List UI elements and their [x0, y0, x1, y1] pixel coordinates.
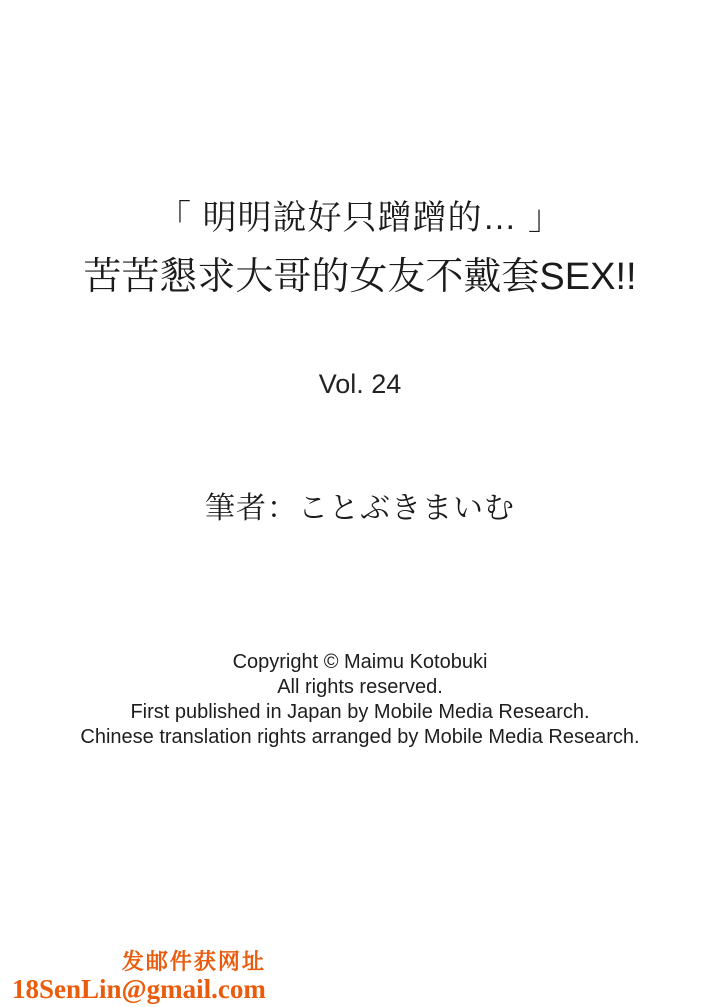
watermark: [12, 949, 266, 1003]
watermark-text: 发邮件获网址: [121, 949, 266, 975]
copyright-line: Chinese translation rights arranged by Mobile Media Research.: [80, 726, 640, 748]
title-line-2: 苦苦懇求大哥的女友不戴套SEX!!: [83, 255, 637, 298]
title-line-1: 「 明明說好只蹭蹭的… 」: [157, 199, 563, 237]
author-credit: 筆者：ことぶきまいむ: [205, 492, 515, 525]
copyright-line: Copyright © Maimu Kotobuki: [232, 651, 488, 673]
copyright-line: All rights reserved.: [277, 676, 443, 698]
copyright-line: First published in Japan by Mobile Media Research.: [130, 701, 590, 723]
volume-number: Vol. 24: [318, 369, 402, 399]
copyright-block: [0, 650, 720, 750]
book-title: [0, 198, 720, 300]
watermark-email: 18SenLin@gmail.com: [12, 973, 266, 1004]
